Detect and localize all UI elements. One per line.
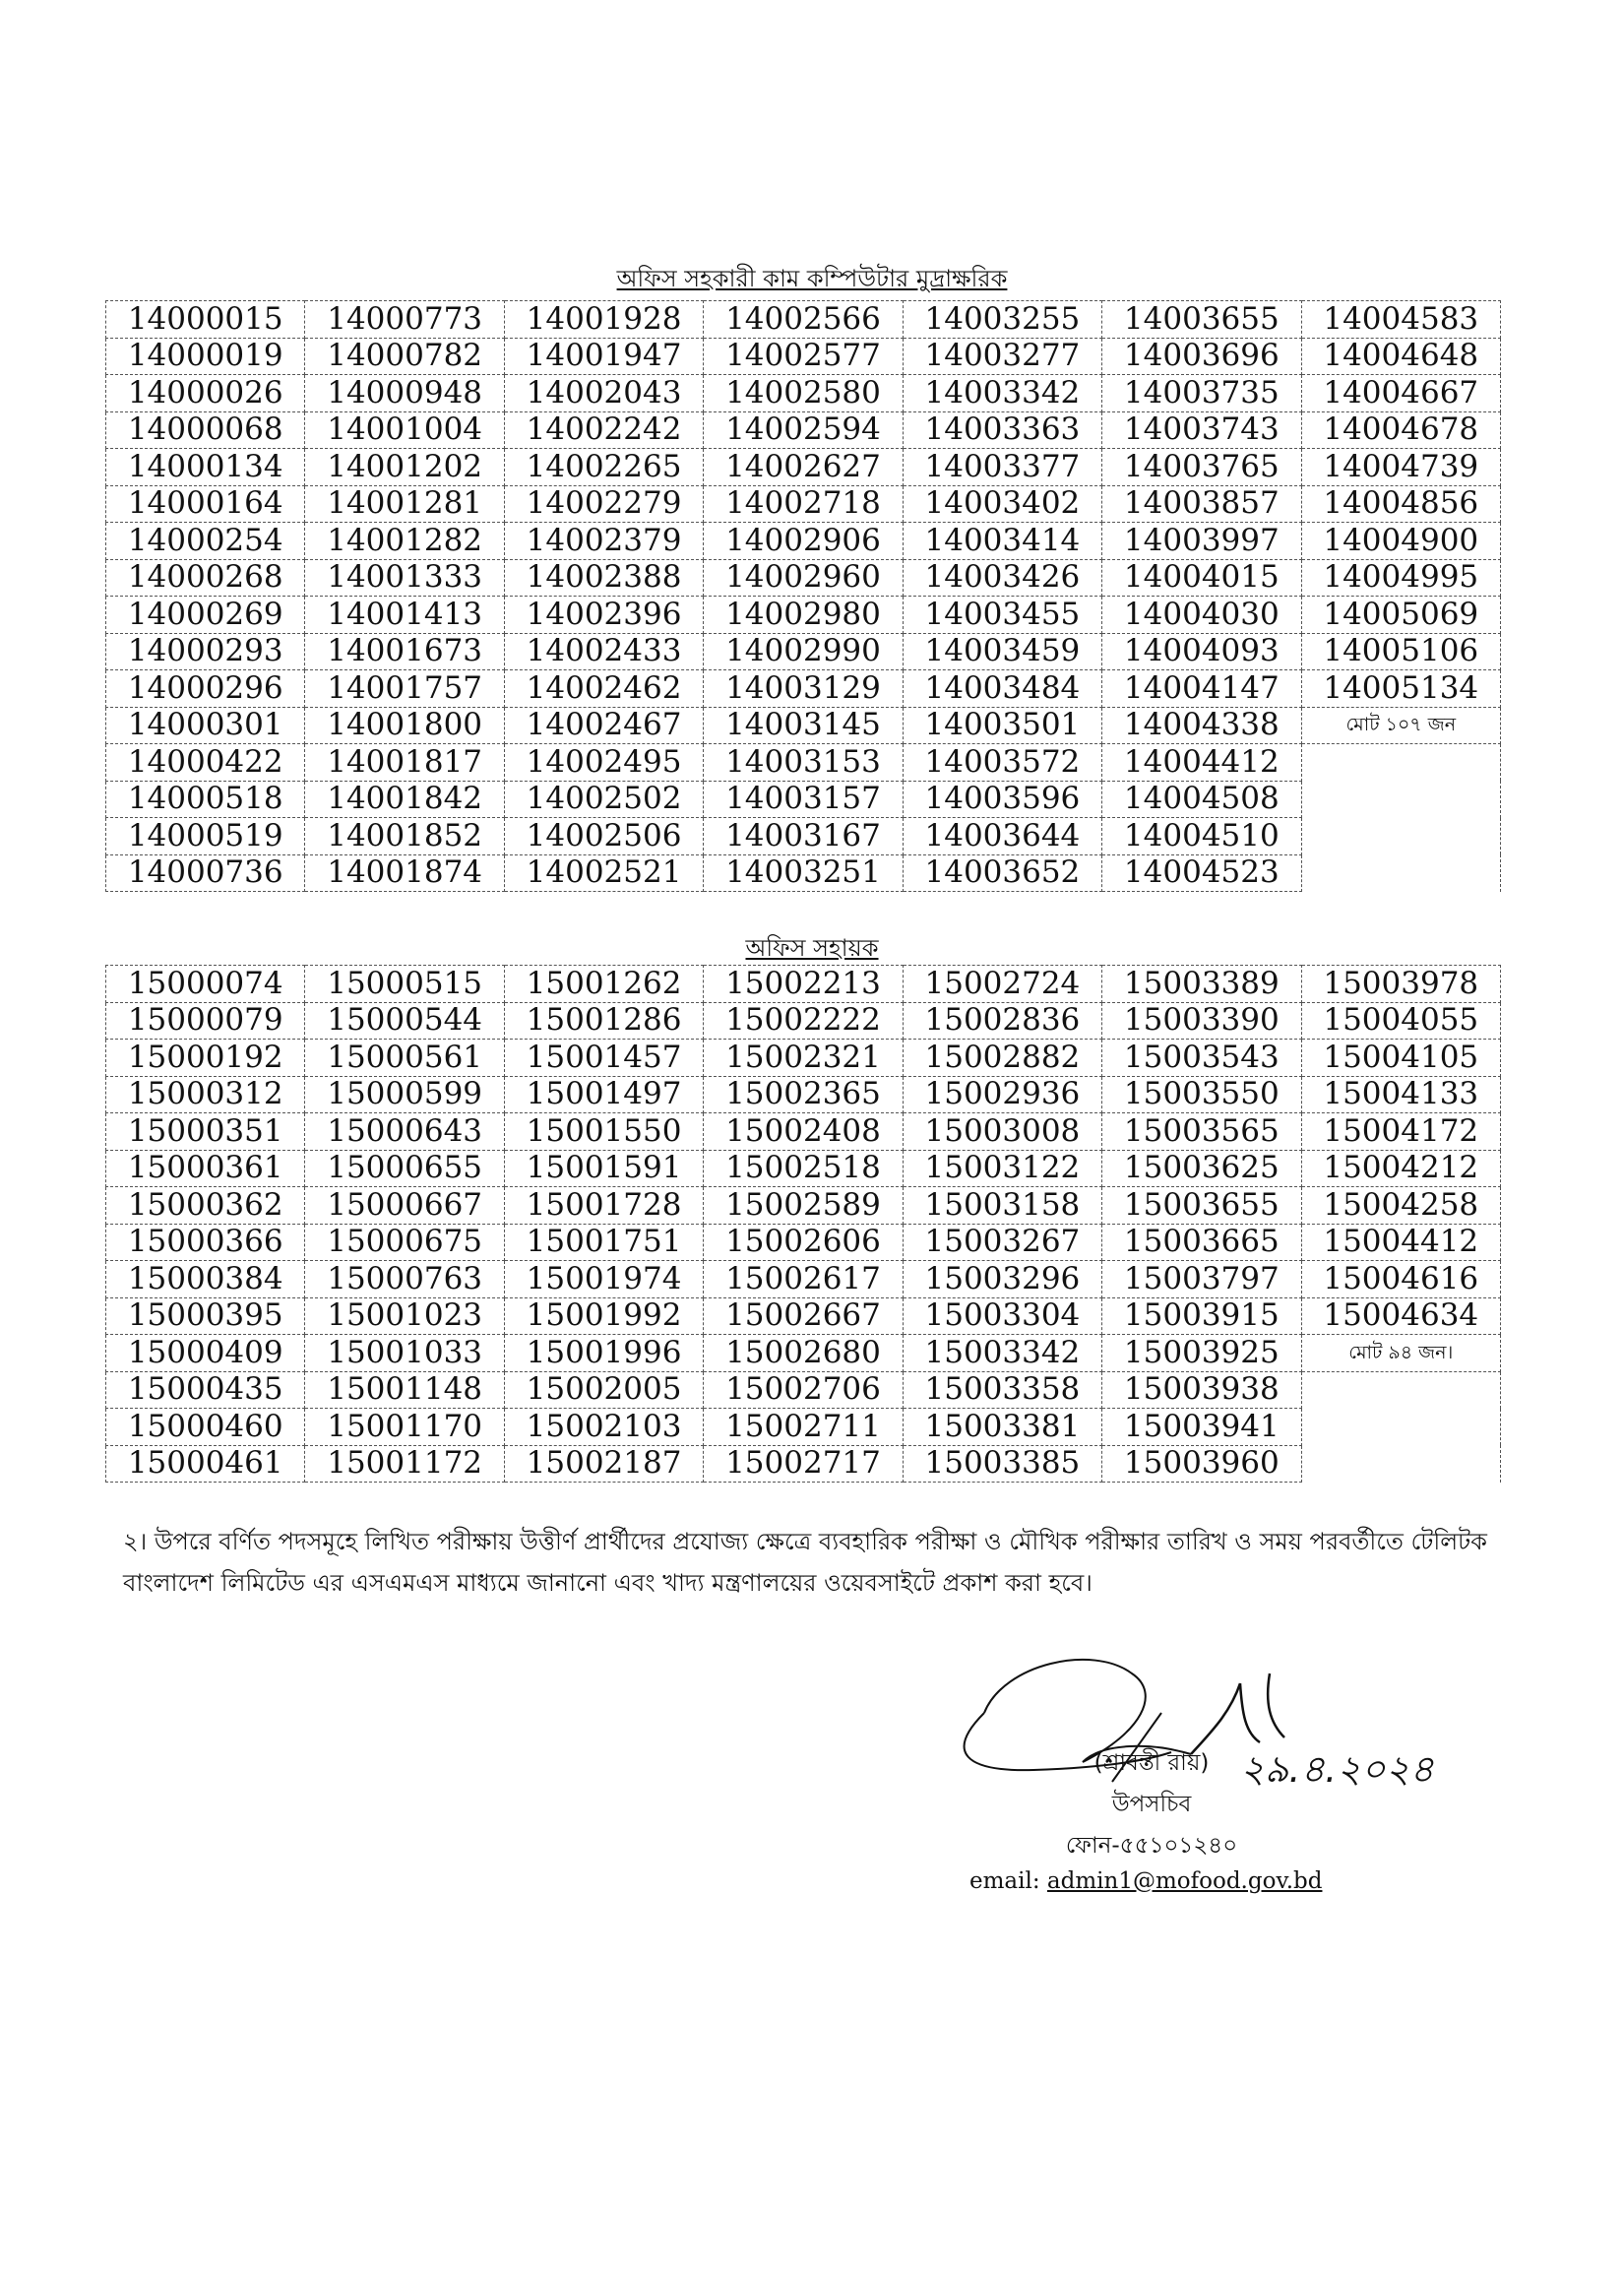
roll-number-cell: 15001457: [504, 1040, 703, 1077]
roll-number-cell: 14000948: [305, 375, 504, 412]
roll-number-cell: 15003625: [1102, 1150, 1301, 1187]
roll-number-cell: 14004856: [1301, 485, 1500, 523]
roll-number-cell: 14003501: [903, 707, 1101, 744]
roll-number-cell: 14000736: [106, 854, 305, 892]
table-row: [106, 1002, 1501, 1040]
roll-number-cell: 14002495: [504, 744, 703, 782]
section-title-text: অফিস সহকারী কাম কম্পিউটার মুদ্রাক্ষরিক: [616, 265, 1008, 292]
roll-number-cell: 15003342: [903, 1335, 1101, 1372]
roll-number-cell: 14005069: [1301, 597, 1500, 634]
roll-number-cell: 15003385: [903, 1445, 1101, 1483]
roll-number-cell: 15002936: [903, 1076, 1101, 1113]
table-row: [106, 781, 1501, 818]
roll-number-cell: 14002242: [504, 411, 703, 449]
roll-number-cell: 15003925: [1102, 1335, 1301, 1372]
roll-number-cell: 14004523: [1102, 854, 1301, 892]
roll-number-cell: 14003572: [903, 744, 1101, 782]
roll-number-cell: 14000422: [106, 744, 305, 782]
roll-number-cell: 15000384: [106, 1261, 305, 1298]
roll-number-cell: 14001852: [305, 818, 504, 855]
roll-number-cell: 15000395: [106, 1297, 305, 1335]
roll-number-cell: 14000782: [305, 338, 504, 375]
roll-number-cell: 15001497: [504, 1076, 703, 1113]
roll-number-cell: 14003743: [1102, 411, 1301, 449]
roll-number-cell: 15001033: [305, 1335, 504, 1372]
roll-number-cell: 15004133: [1301, 1076, 1500, 1113]
table-row: [106, 670, 1501, 708]
empty-cell: [1301, 744, 1500, 782]
roll-number-cell: 14002506: [504, 818, 703, 855]
roll-number-cell: 14003414: [903, 523, 1101, 560]
roll-number-cell: 14000293: [106, 633, 305, 670]
roll-number-cell: 15003915: [1102, 1297, 1301, 1335]
roll-number-cell: 14004338: [1102, 707, 1301, 744]
roll-number-cell: 15001728: [504, 1187, 703, 1225]
roll-number-cell: 14003696: [1102, 338, 1301, 375]
roll-number-cell: 14003157: [704, 781, 903, 818]
roll-number-cell: 14003277: [903, 338, 1101, 375]
roll-number-cell: 15003565: [1102, 1113, 1301, 1151]
roll-number-cell: 14004678: [1301, 411, 1500, 449]
roll-number-cell: 15004616: [1301, 1261, 1500, 1298]
roll-number-cell: 14001817: [305, 744, 504, 782]
roll-number-cell: 14003652: [903, 854, 1101, 892]
section-title-text: অফিস সহায়ক: [745, 934, 879, 962]
roll-number-cell: 15002589: [704, 1187, 903, 1225]
roll-number-cell: 14002906: [704, 523, 903, 560]
roll-number-cell: 14004510: [1102, 818, 1301, 855]
roll-number-cell: 14003153: [704, 744, 903, 782]
roll-number-cell: 15001992: [504, 1297, 703, 1335]
roll-number-cell: 15000561: [305, 1040, 504, 1077]
roll-number-cell: 15002680: [704, 1335, 903, 1372]
roll-number-cell: 14000019: [106, 338, 305, 375]
table-row: [106, 707, 1501, 744]
roll-number-cell: 14005106: [1301, 633, 1500, 670]
roll-number-cell: 15003797: [1102, 1261, 1301, 1298]
roll-number-cell: 14003251: [704, 854, 903, 892]
roll-number-cell: 15000366: [106, 1224, 305, 1261]
roll-number-cell: 15004258: [1301, 1187, 1500, 1225]
roll-number-cell: 14002396: [504, 597, 703, 634]
empty-cell: [1301, 1371, 1500, 1409]
roll-number-cell: 14002980: [704, 597, 903, 634]
roll-number-cell: 14003255: [903, 301, 1101, 339]
roll-table-office-helper: [105, 965, 1501, 1483]
roll-number-cell: 15001550: [504, 1113, 703, 1151]
roll-number-cell: 15002213: [704, 966, 903, 1003]
roll-number-cell: 14001800: [305, 707, 504, 744]
roll-number-cell: 14000268: [106, 559, 305, 597]
roll-number-cell: 14000164: [106, 485, 305, 523]
roll-number-cell: 15002321: [704, 1040, 903, 1077]
signature-block: [935, 1742, 1368, 1866]
roll-number-cell: 14003655: [1102, 301, 1301, 339]
roll-number-cell: 15001170: [305, 1409, 504, 1446]
roll-number-cell: 14003644: [903, 818, 1101, 855]
total-count-cell: মোট ১০৭ জন: [1301, 707, 1500, 744]
roll-number-cell: 15002724: [903, 966, 1101, 1003]
roll-number-cell: 15000435: [106, 1371, 305, 1409]
roll-number-cell: 14004093: [1102, 633, 1301, 670]
roll-number-cell: 14003363: [903, 411, 1101, 449]
roll-number-cell: 15000460: [106, 1409, 305, 1446]
roll-number-cell: 14004648: [1301, 338, 1500, 375]
email-link[interactable]: admin1@mofood.gov.bd: [1046, 1868, 1323, 1894]
roll-number-cell: 15001974: [504, 1261, 703, 1298]
roll-number-cell: 15001023: [305, 1297, 504, 1335]
table-row: [106, 1409, 1501, 1446]
roll-number-cell: 14000068: [106, 411, 305, 449]
roll-number-cell: 15003941: [1102, 1409, 1301, 1446]
roll-number-cell: 15000544: [305, 1002, 504, 1040]
roll-number-cell: 14002990: [704, 633, 903, 670]
roll-number-cell: 15001286: [504, 1002, 703, 1040]
roll-number-cell: 15004105: [1301, 1040, 1500, 1077]
roll-number-cell: 15000461: [106, 1445, 305, 1483]
roll-number-cell: 14004667: [1301, 375, 1500, 412]
roll-number-cell: 15003122: [903, 1150, 1101, 1187]
roll-number-cell: 14004583: [1301, 301, 1500, 339]
signatory-designation: উপসচিব: [1111, 1792, 1192, 1817]
roll-number-cell: 15002103: [504, 1409, 703, 1446]
roll-number-cell: 14004030: [1102, 597, 1301, 634]
roll-number-cell: 15004055: [1301, 1002, 1500, 1040]
roll-number-cell: 14002960: [704, 559, 903, 597]
roll-number-cell: 15000362: [106, 1187, 305, 1225]
empty-cell: [1301, 854, 1500, 892]
roll-number-cell: 14003167: [704, 818, 903, 855]
roll-number-cell: 14001673: [305, 633, 504, 670]
roll-number-cell: 14004508: [1102, 781, 1301, 818]
roll-number-cell: 15000074: [106, 966, 305, 1003]
roll-number-cell: 15004212: [1301, 1150, 1500, 1187]
table-row: [106, 744, 1501, 782]
roll-number-cell: 15000079: [106, 1002, 305, 1040]
roll-number-cell: 15000655: [305, 1150, 504, 1187]
total-count-cell: মোট ৯৪ জন।: [1301, 1335, 1500, 1372]
roll-number-cell: 14004147: [1102, 670, 1301, 708]
empty-cell: [1301, 781, 1500, 818]
roll-number-cell: 14002627: [704, 449, 903, 486]
roll-number-cell: 15002706: [704, 1371, 903, 1409]
notice-paragraph: ২। উপরে বর্ণিত পদসমূহে লিখিত পরীক্ষায় উত্তীর্ণ প্রার্থীদের প্রযোজ্য ক্ষেত্রে ব্যবহারিক পরীক্ষা ও মৌখিক পরীক্ষার তারিখ ও সময় পরবর্তীতে টেলিটক বাংলাদেশ লিমিটেড এর এসএমএস মাধ্যমে জানানো এবং খাদ্য মন্ত্রণালয়ের ওয়েবসাইটে প্রকাশ করা হবে।: [123, 1528, 1487, 1597]
roll-number-cell: 14002462: [504, 670, 703, 708]
table-row: [106, 338, 1501, 375]
table-row: [106, 1150, 1501, 1187]
roll-number-cell: 14000519: [106, 818, 305, 855]
roll-number-cell: 14000026: [106, 375, 305, 412]
roll-number-cell: 15002222: [704, 1002, 903, 1040]
roll-number-cell: 14002577: [704, 338, 903, 375]
roll-number-cell: 15002005: [504, 1371, 703, 1409]
roll-number-cell: 14004995: [1301, 559, 1500, 597]
roll-number-cell: 15003008: [903, 1113, 1101, 1151]
roll-number-cell: 15003390: [1102, 1002, 1301, 1040]
roll-number-cell: 14002265: [504, 449, 703, 486]
roll-number-cell: 15003550: [1102, 1076, 1301, 1113]
roll-number-cell: 15003938: [1102, 1371, 1301, 1409]
roll-number-cell: 15000643: [305, 1113, 504, 1151]
roll-number-cell: 15002518: [704, 1150, 903, 1187]
roll-number-cell: 15002667: [704, 1297, 903, 1335]
roll-number-cell: 14000134: [106, 449, 305, 486]
roll-table-office-assistant-typist: [105, 300, 1501, 892]
roll-number-cell: 14001282: [305, 523, 504, 560]
roll-number-cell: 15002187: [504, 1445, 703, 1483]
roll-number-cell: 15000763: [305, 1261, 504, 1298]
table-row: [106, 1113, 1501, 1151]
roll-number-cell: 14001281: [305, 485, 504, 523]
roll-number-cell: 14002388: [504, 559, 703, 597]
table-row: [106, 1040, 1501, 1077]
table-row: [106, 485, 1501, 523]
roll-number-cell: 14003484: [903, 670, 1101, 708]
roll-number-cell: 14003145: [704, 707, 903, 744]
roll-number-cell: 15002711: [704, 1409, 903, 1446]
roll-number-cell: 15000351: [106, 1113, 305, 1151]
roll-number-cell: 14001004: [305, 411, 504, 449]
roll-number-cell: 15003960: [1102, 1445, 1301, 1483]
handwritten-date: ২৯.৪.২০২৪: [1240, 1747, 1434, 1791]
section-title-office-helper: [0, 930, 1624, 970]
roll-number-cell: 15002408: [704, 1113, 903, 1151]
signatory-phone: ফোন-৫৫১০১২৪০: [1065, 1833, 1238, 1859]
roll-number-cell: 14000518: [106, 781, 305, 818]
roll-number-cell: 14003596: [903, 781, 1101, 818]
table-row: [106, 818, 1501, 855]
roll-number-cell: 14000773: [305, 301, 504, 339]
roll-number-cell: 15000409: [106, 1335, 305, 1372]
table-row: [106, 1224, 1501, 1261]
roll-number-cell: 14001874: [305, 854, 504, 892]
roll-number-cell: 14002433: [504, 633, 703, 670]
roll-number-cell: 14003377: [903, 449, 1101, 486]
table-row: [106, 854, 1501, 892]
roll-number-cell: 14002043: [504, 375, 703, 412]
roll-number-cell: 14003459: [903, 633, 1101, 670]
roll-number-cell: 14002279: [504, 485, 703, 523]
roll-number-cell: 14003857: [1102, 485, 1301, 523]
roll-number-cell: 14005134: [1301, 670, 1500, 708]
roll-number-cell: 15001148: [305, 1371, 504, 1409]
roll-number-cell: 15003304: [903, 1297, 1101, 1335]
roll-number-cell: 15000667: [305, 1187, 504, 1225]
roll-number-cell: 14002580: [704, 375, 903, 412]
roll-number-cell: 15000675: [305, 1224, 504, 1261]
signatory-name: (শ্রাবন্তী রায়): [1093, 1750, 1210, 1776]
empty-cell: [1301, 1409, 1500, 1446]
roll-number-cell: 14000254: [106, 523, 305, 560]
section-title-office-assistant-typist: [0, 261, 1624, 300]
roll-number-cell: 15002717: [704, 1445, 903, 1483]
roll-number-cell: 14003765: [1102, 449, 1301, 486]
roll-number-cell: 14000269: [106, 597, 305, 634]
roll-number-cell: 14001757: [305, 670, 504, 708]
table-row: [106, 411, 1501, 449]
roll-number-cell: 14000301: [106, 707, 305, 744]
roll-number-cell: 15003296: [903, 1261, 1101, 1298]
roll-number-cell: 15001751: [504, 1224, 703, 1261]
roll-number-cell: 14004412: [1102, 744, 1301, 782]
roll-number-cell: 14002718: [704, 485, 903, 523]
roll-number-cell: 14002379: [504, 523, 703, 560]
roll-number-cell: 14003426: [903, 559, 1101, 597]
roll-number-cell: 14004739: [1301, 449, 1500, 486]
table-row: [106, 1261, 1501, 1298]
table-row: [106, 375, 1501, 412]
roll-number-cell: 15003655: [1102, 1187, 1301, 1225]
table-row: [106, 1335, 1501, 1372]
roll-number-cell: 15001262: [504, 966, 703, 1003]
roll-number-cell: 14003342: [903, 375, 1101, 412]
table-row: [106, 301, 1501, 339]
table-row: [106, 1371, 1501, 1409]
roll-number-cell: 14001842: [305, 781, 504, 818]
roll-number-cell: 14002467: [504, 707, 703, 744]
table-row: [106, 1076, 1501, 1113]
roll-number-cell: 15001591: [504, 1150, 703, 1187]
roll-number-cell: 15003358: [903, 1371, 1101, 1409]
email-label: email:: [969, 1868, 1040, 1894]
roll-number-cell: 14001333: [305, 559, 504, 597]
roll-number-cell: 14001947: [504, 338, 703, 375]
roll-number-cell: 14001413: [305, 597, 504, 634]
roll-number-cell: 15003389: [1102, 966, 1301, 1003]
roll-number-cell: 15000312: [106, 1076, 305, 1113]
empty-cell: [1301, 1445, 1500, 1483]
roll-number-cell: 15002606: [704, 1224, 903, 1261]
roll-number-cell: 15003978: [1301, 966, 1500, 1003]
roll-number-cell: 15003267: [903, 1224, 1101, 1261]
roll-number-cell: 15002836: [903, 1002, 1101, 1040]
roll-number-cell: 15003665: [1102, 1224, 1301, 1261]
table-row: [106, 1187, 1501, 1225]
roll-number-cell: 14003735: [1102, 375, 1301, 412]
roll-number-cell: 14002521: [504, 854, 703, 892]
roll-number-cell: 14003402: [903, 485, 1101, 523]
roll-number-cell: 14004015: [1102, 559, 1301, 597]
roll-number-cell: 14002502: [504, 781, 703, 818]
table-row: [106, 1445, 1501, 1483]
roll-number-cell: 14000296: [106, 670, 305, 708]
roll-number-cell: 14003129: [704, 670, 903, 708]
roll-number-cell: 14001928: [504, 301, 703, 339]
roll-number-cell: 14002566: [704, 301, 903, 339]
roll-number-cell: 14000015: [106, 301, 305, 339]
roll-number-cell: 14003997: [1102, 523, 1301, 560]
roll-number-cell: 15003381: [903, 1409, 1101, 1446]
table-row: [106, 523, 1501, 560]
roll-number-cell: 15000515: [305, 966, 504, 1003]
empty-cell: [1301, 818, 1500, 855]
roll-number-cell: 15000599: [305, 1076, 504, 1113]
roll-number-cell: 15000361: [106, 1150, 305, 1187]
signatory-email: [969, 1868, 1322, 1894]
table-row: [106, 597, 1501, 634]
roll-number-cell: 15002882: [903, 1040, 1101, 1077]
roll-number-cell: 15003543: [1102, 1040, 1301, 1077]
roll-number-cell: 14004900: [1301, 523, 1500, 560]
table-row: [106, 449, 1501, 486]
roll-number-cell: 15001996: [504, 1335, 703, 1372]
roll-number-cell: 14002594: [704, 411, 903, 449]
roll-number-cell: 14003455: [903, 597, 1101, 634]
roll-number-cell: 15000192: [106, 1040, 305, 1077]
table-row: [106, 1297, 1501, 1335]
roll-number-cell: 15002617: [704, 1261, 903, 1298]
roll-number-cell: 15001172: [305, 1445, 504, 1483]
roll-number-cell: 15004634: [1301, 1297, 1500, 1335]
roll-number-cell: 15002365: [704, 1076, 903, 1113]
roll-number-cell: 15004412: [1301, 1224, 1500, 1261]
roll-number-cell: 15004172: [1301, 1113, 1500, 1151]
table-row: [106, 966, 1501, 1003]
roll-number-cell: 14001202: [305, 449, 504, 486]
roll-number-cell: 15003158: [903, 1187, 1101, 1225]
table-row: [106, 633, 1501, 670]
table-row: [106, 559, 1501, 597]
